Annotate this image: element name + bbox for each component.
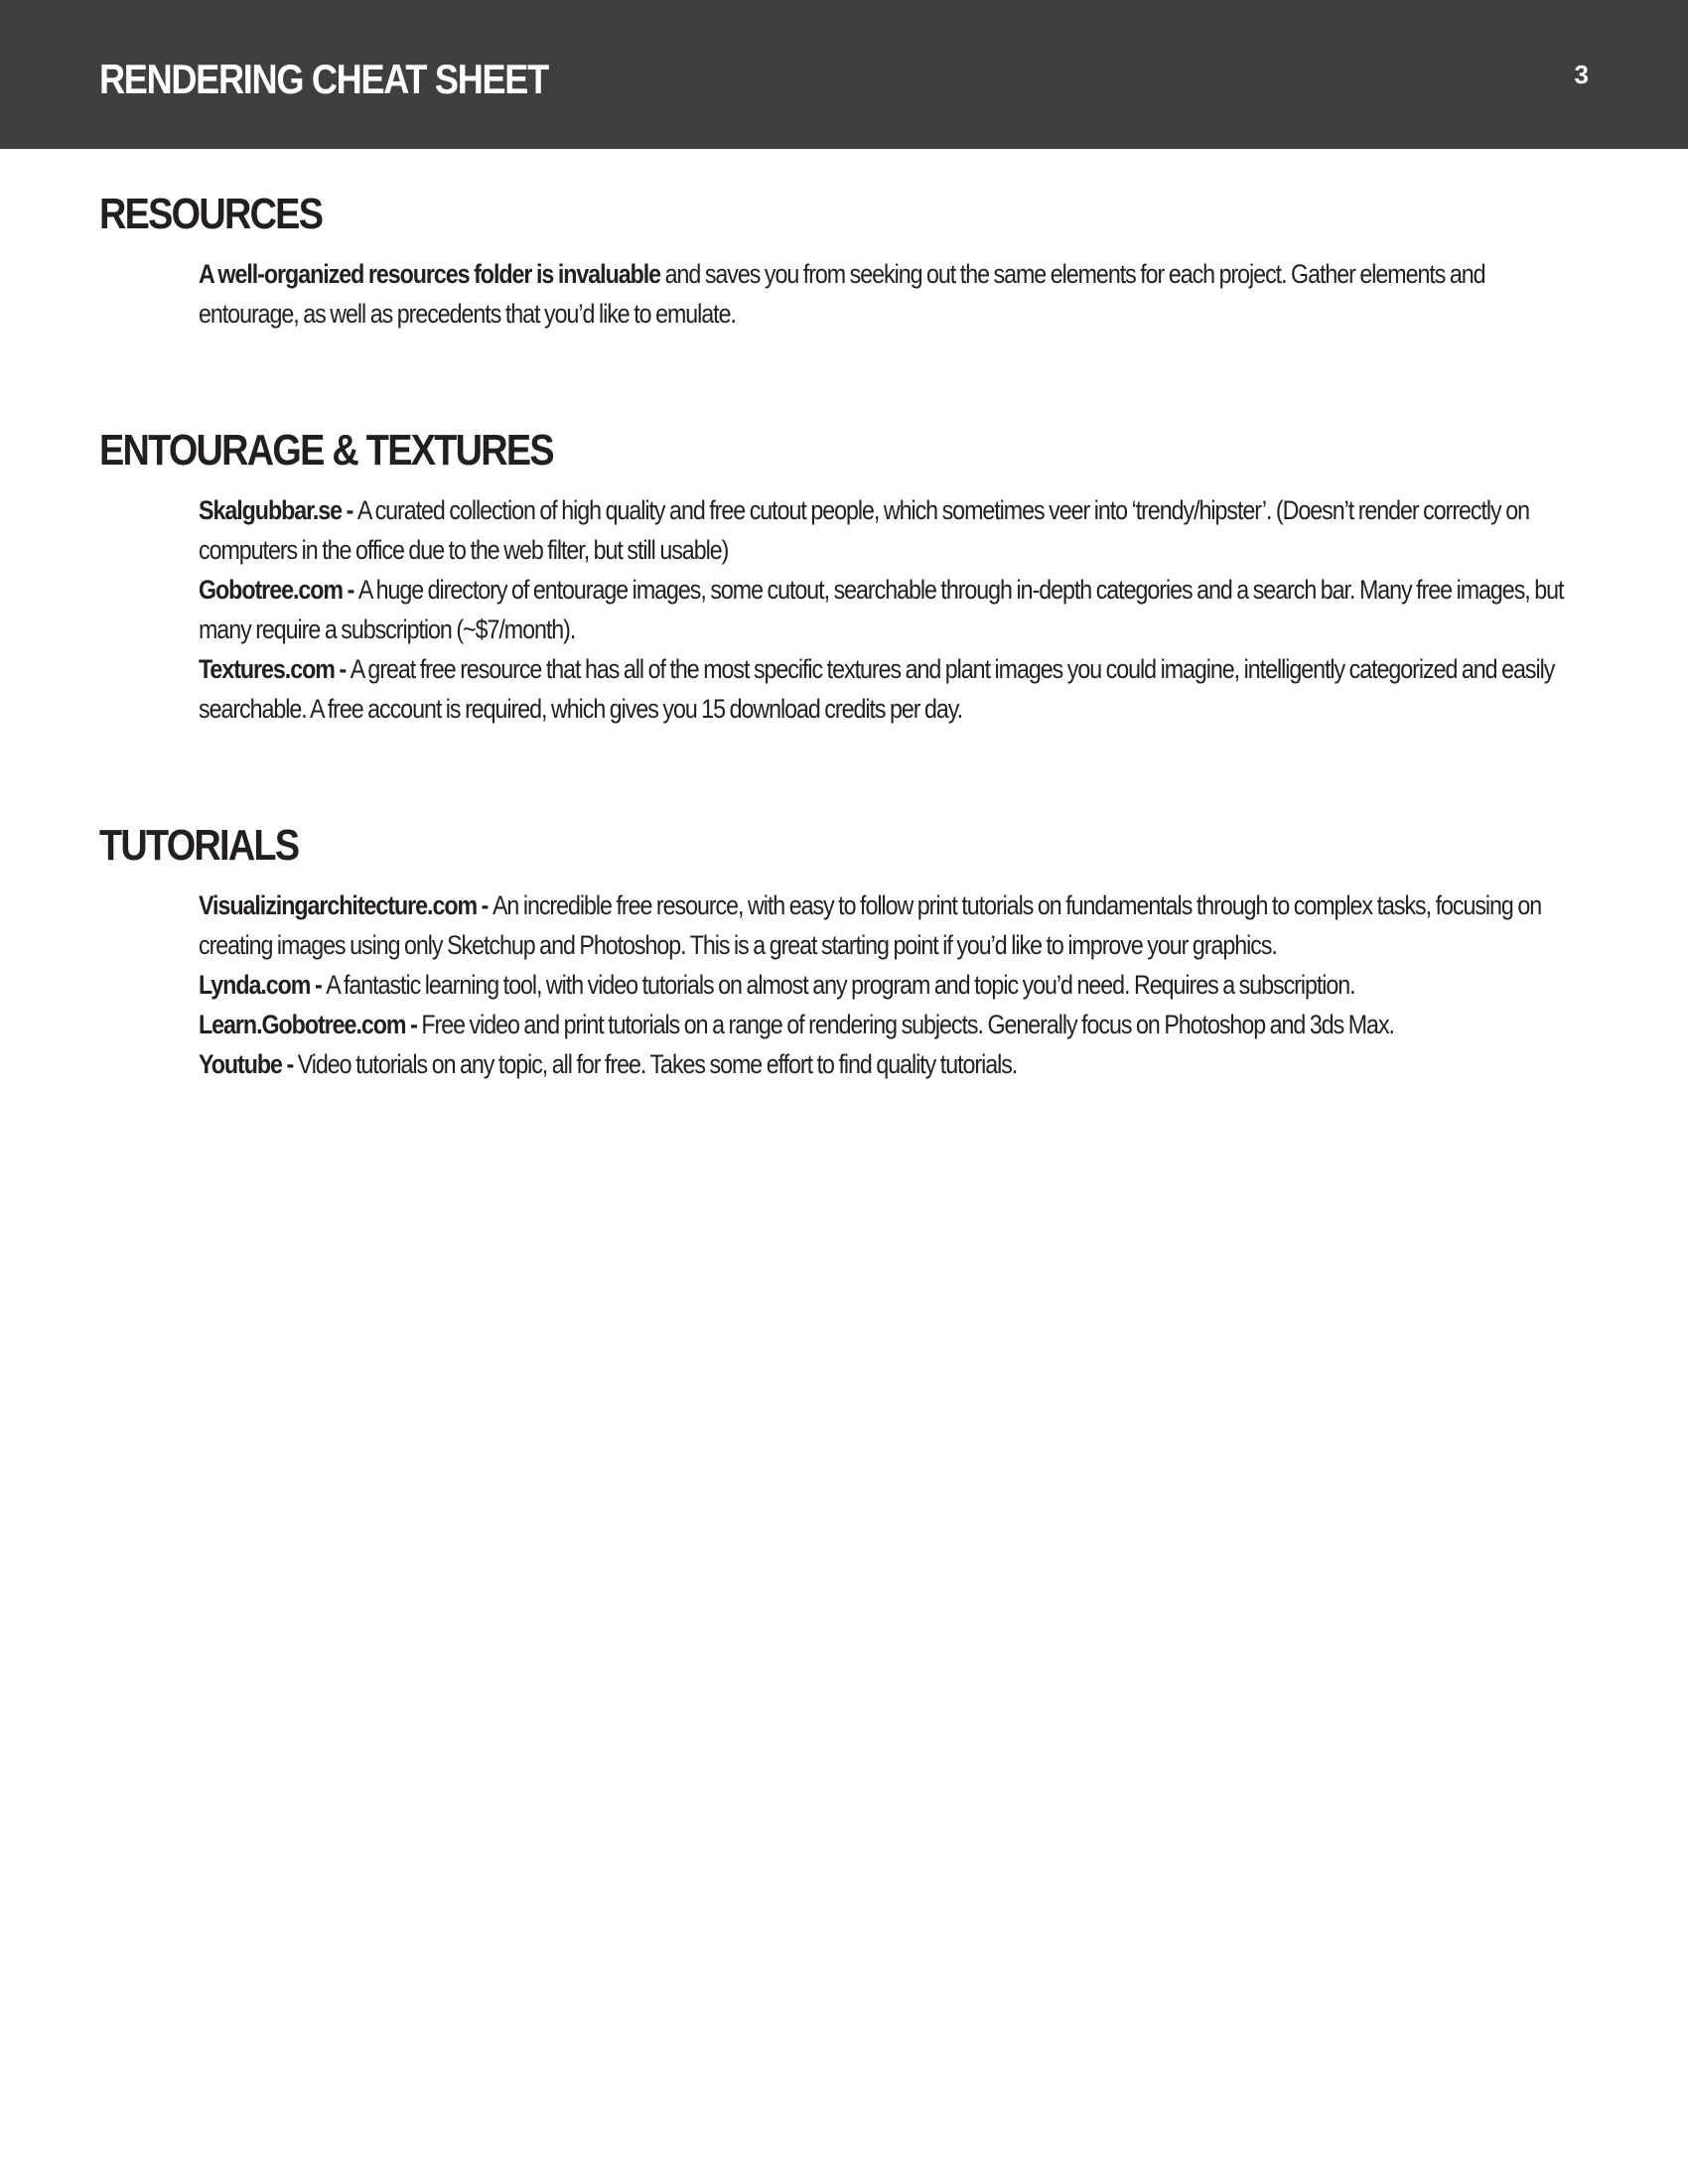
entry-text: Video tutorials on any topic, all for free. Takes some effort to find quality tutorials. bbox=[297, 1049, 1018, 1079]
section-tutorials bbox=[99, 820, 1589, 1084]
entry-name: Youtube - bbox=[199, 1049, 298, 1079]
entry-name: A well-organized resources folder is invaluable bbox=[199, 259, 661, 289]
entry-name: Learn.Gobotree.com - bbox=[199, 1010, 422, 1039]
header-bar bbox=[0, 0, 1688, 149]
entry-name: Textures.com - bbox=[199, 654, 351, 684]
entry-name: Skalgubbar.se - bbox=[199, 495, 357, 525]
entry-resources-folder bbox=[199, 254, 1582, 334]
section-body-resources bbox=[199, 254, 1589, 334]
section-heading-entourage-textures: ENTOURAGE & TEXTURES bbox=[99, 426, 553, 475]
entry-visualizingarchitecture bbox=[199, 886, 1582, 965]
entry-text: A great free resource that has all of the most specific textures and plant images you could imagine, intelligently categorized and easily searchable. A free account is required, which gives you 15 download credits per day. bbox=[199, 654, 1555, 724]
entry-text: An incredible free resource, with easy to follow print tutorials on fundamentals through to complex tasks, focusing on creating images using only Sketchup and Photoshop. This is a great starting point if you’d like to improve your graphics. bbox=[199, 890, 1542, 960]
page-number: 3 bbox=[1574, 60, 1589, 89]
entry-textures bbox=[199, 649, 1582, 729]
page-content bbox=[99, 189, 1589, 1175]
entry-skalgubbar bbox=[199, 490, 1582, 570]
page-title: RENDERING CHEAT SHEET bbox=[99, 56, 548, 102]
section-body-entourage-textures bbox=[199, 490, 1589, 729]
entry-text: A curated collection of high quality and free cutout people, which sometimes veer into ‘trendy/hipster’. (Doesn’t render correctly on computers in the office due to the web filter, but still usable) bbox=[199, 495, 1529, 565]
entry-name: Gobotree.com - bbox=[199, 575, 358, 605]
entry-text: A fantastic learning tool, with video tutorials on almost any program and topic you’d need. Requires a subscription. bbox=[326, 970, 1355, 1000]
entry-text: Free video and print tutorials on a range of rendering subjects. Generally focus on Photoshop and 3ds Max. bbox=[421, 1010, 1394, 1039]
entry-youtube bbox=[199, 1044, 1582, 1084]
section-entourage-textures bbox=[99, 425, 1589, 729]
entry-name: Lynda.com - bbox=[199, 970, 327, 1000]
entry-learn-gobotree bbox=[199, 1005, 1582, 1044]
entry-lynda bbox=[199, 965, 1582, 1005]
entry-name: Visualizingarchitecture.com - bbox=[199, 890, 492, 920]
section-heading-tutorials: TUTORIALS bbox=[99, 821, 299, 870]
section-body-tutorials bbox=[199, 886, 1589, 1084]
section-heading-resources: RESOURCES bbox=[99, 190, 323, 238]
entry-gobotree bbox=[199, 570, 1582, 649]
entry-text: and saves you from seeking out the same elements for each project. Gather elements and entourage, as well as precedents that you’d like to emulate. bbox=[199, 259, 1485, 329]
entry-text: A huge directory of entourage images, some cutout, searchable through in-depth categories and a search bar. Many free images, but many require a subscription (~$7/month). bbox=[199, 575, 1564, 644]
section-resources bbox=[99, 189, 1589, 334]
